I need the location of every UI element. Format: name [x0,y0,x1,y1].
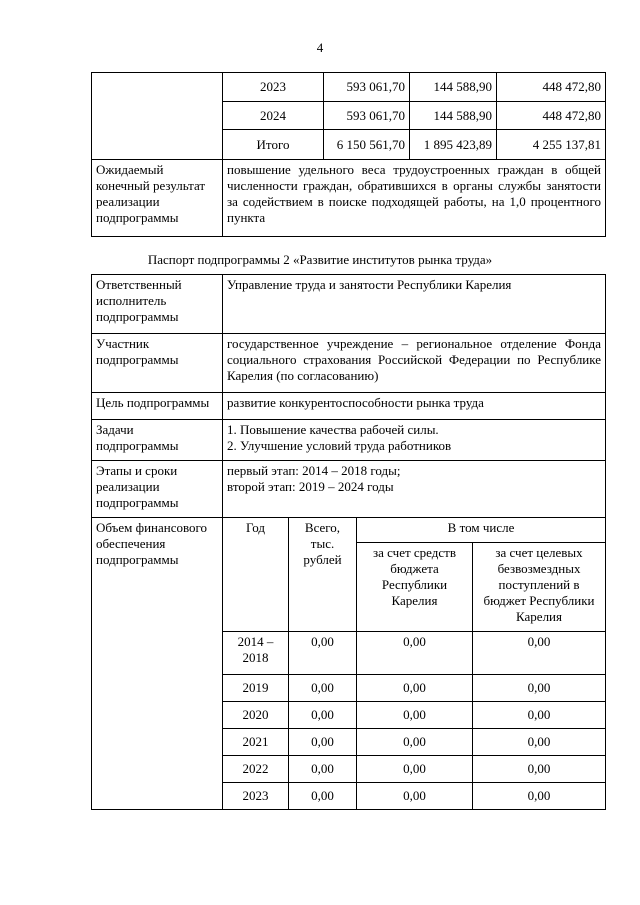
stages-label: Этапы и сроки реализации подпрограммы [92,461,223,518]
total-cell: 0,00 [289,756,357,783]
year-header: Год [223,518,289,632]
total-cell: 0,00 [289,675,357,702]
other-cell: 4 255 137,81 [497,130,606,160]
budget-header: за счет средств бюджета Республики Карелия [357,543,473,632]
result-label: Ожидаемый конечный результат реализации подпрограммы [92,160,223,237]
empty-label-cell [92,73,223,160]
other-cell: 0,00 [473,729,606,756]
goal-label: Цель подпрограммы [92,393,223,420]
year-cell: 2020 [223,702,289,729]
total-cell: 593 061,70 [324,102,410,130]
stage-item: второй этап: 2019 – 2024 годы [227,479,394,494]
total-cell: 0,00 [289,632,357,675]
stage-item: первый этап: 2014 – 2018 годы; [227,463,401,478]
budget-cell: 0,00 [357,729,473,756]
responsible-value: Управление труда и занятости Республики Карелия [223,275,606,334]
year-cell: 2014 – 2018 [223,632,289,675]
total-cell: 0,00 [289,729,357,756]
budget-cell: 144 588,90 [410,73,497,102]
table-row [92,420,606,461]
total-cell: 6 150 561,70 [324,130,410,160]
table-row [92,518,606,543]
other-cell: 0,00 [473,756,606,783]
table-row [92,393,606,420]
table-row [92,275,606,334]
budget-cell: 0,00 [357,783,473,810]
tasks-value [223,420,606,461]
tasks-label: Задачи подпрограммы [92,420,223,461]
total-cell: 0,00 [289,783,357,810]
other-cell: 0,00 [473,675,606,702]
total-cell: 593 061,70 [324,73,410,102]
finance-label: Объем финансового обеспечения подпрограммы [92,518,223,810]
year-cell: 2023 [223,73,324,102]
budget-cell: 0,00 [357,675,473,702]
year-cell: 2023 [223,783,289,810]
participant-value: государственное учреждение – региональное отделение Фонда социального страхования Российской Федерации по Республике Карелия (по согласованию) [223,334,606,393]
participant-label: Участник подпрограммы [92,334,223,393]
other-header: за счет целевых безвозмездных поступлений в бюджет Республики Карелия [473,543,606,632]
responsible-label: Ответственный исполнитель подпрограммы [92,275,223,334]
page-number: 4 [316,40,324,55]
stages-value [223,461,606,518]
passport-title: Паспорт подпрограммы 2 «Развитие институтов рынка труда» [147,252,493,267]
total-header: Всего, тыс. рублей [289,518,357,632]
budget-cell: 1 895 423,89 [410,130,497,160]
other-cell: 448 472,80 [497,102,606,130]
table-row [92,461,606,518]
budget-cell: 0,00 [357,756,473,783]
budget-cell: 0,00 [357,632,473,675]
other-cell: 448 472,80 [497,73,606,102]
year-cell: 2019 [223,675,289,702]
task-item: 2. Улучшение условий труда работников [227,438,452,453]
other-cell: 0,00 [473,702,606,729]
goal-value: развитие конкурентоспособности рынка труда [223,393,606,420]
table-row [92,160,606,237]
budget-cell: 0,00 [357,702,473,729]
year-cell: 2024 [223,102,324,130]
year-cell: 2022 [223,756,289,783]
year-cell: Итого [223,130,324,160]
task-item: 1. Повышение качества рабочей силы. [227,422,439,437]
result-text: повышение удельного веса трудоустроенных граждан в общей численности граждан, обратившихся в органы службы занятости за содействием в поиске подходящей работы, на 1,0 процентного пункта [223,160,606,237]
year-cell: 2021 [223,729,289,756]
including-header: В том числе [357,518,606,543]
other-cell: 0,00 [473,783,606,810]
table-row [92,334,606,393]
funding-table-continuation [91,72,606,237]
passport-table [91,274,606,810]
total-cell: 0,00 [289,702,357,729]
table-row [92,73,606,102]
other-cell: 0,00 [473,632,606,675]
budget-cell: 144 588,90 [410,102,497,130]
